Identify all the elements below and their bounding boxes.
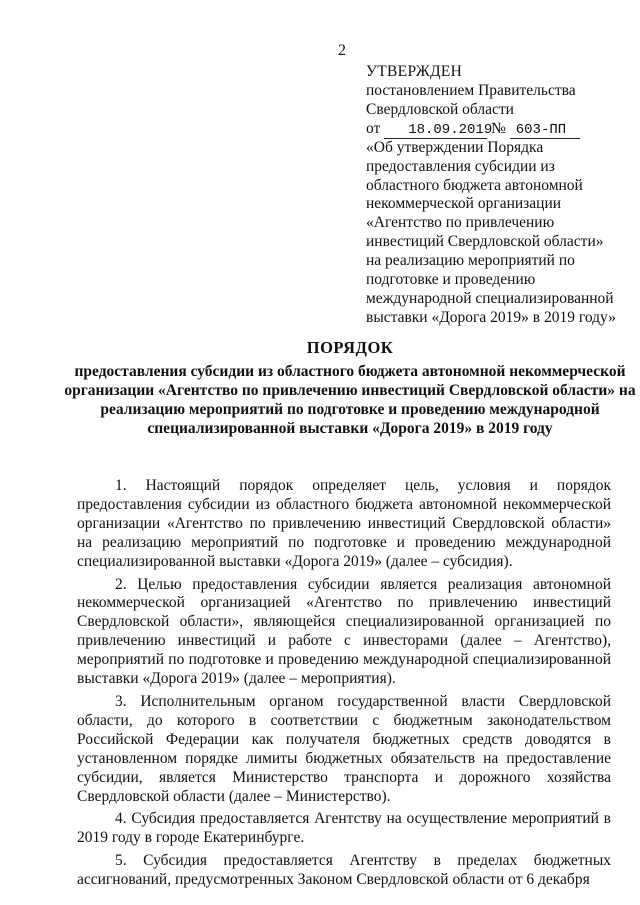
document-body [77,477,611,894]
approval-subject: «Об утверждении Порядка предоставления субсидии из областного бюджета автономной некоммерческой организации «Агентство по привлечению инвестиций Свердловской области» на реализацию мероприятий по подготовке и проведению международной специализированной выставки «Дорога 2019» в 2019 году» [366,138,616,326]
approval-line-1: постановлением Правительства [366,81,576,99]
document-subtitle: предоставления субсидии из областного бюджета автономной некоммерческой организации «Агентство по привлечению инвестиций Свердловской области» на реализацию мероприятий по подготовке и проведению международной специализированной выставки «Дорога 2019» в 2019 году [64,363,636,437]
approval-number: 603-ПП [510,123,580,139]
date-prefix: от [366,119,381,137]
approval-date: 18.09.2019 [384,123,487,139]
number-prefix: № [491,119,506,137]
approval-block [366,63,616,328]
approval-date-row [366,120,616,139]
paragraph-1: 1. Настоящий порядок определяет цель, условия и порядок предоставления субсидии из областного бюджета автономной некоммерческой организации «Агентство по привлечению инвестиций Свердловской области» на реализацию мероприятий по подготовке и проведению международной специализированной выставки «Дорога 2019» (далее – субсидия). [77,477,611,570]
document-header [60,338,640,438]
document-title: ПОРЯДОК [306,338,394,357]
paragraph-4: 4. Субсидия предоставляется Агентству на осуществление мероприятий в 2019 году в городе Екатеринбурге. [77,810,611,847]
approved-label: УТВЕРЖДЕН [366,63,463,80]
approval-line-2: Свердловской области [366,100,514,118]
paragraph-2: 2. Целью предоставления субсидии является реализация автономной некоммерческой организацией «Агентство по привлечению инвестиций Свердловской области», являющейся специализированной организацией по привлечению инвестиций и работе с инвесторами (далее – Агентство), мероприятий по подготовке и проведению международной специализированной выставки «Дорога 2019» (далее – мероприятия). [77,575,611,688]
paragraph-5: 5. Субсидия предоставляется Агентству в пределах бюджетных ассигнований, предусмотренных Законом Свердловской области от 6 декабря [77,852,611,889]
paragraph-3: 3. Исполнительным органом государственной власти Свердловской области, до которого в соответствии с бюджетным законодательством Российской Федерации как получателя бюджетных средств доводятся в установленном порядке лимиты бюджетных обязательств на предоставление субсидии, является Министерство транспорта и дорожного хозяйства Свердловской области (далее – Министерство). [77,692,611,805]
page-number: 2 [338,42,346,59]
